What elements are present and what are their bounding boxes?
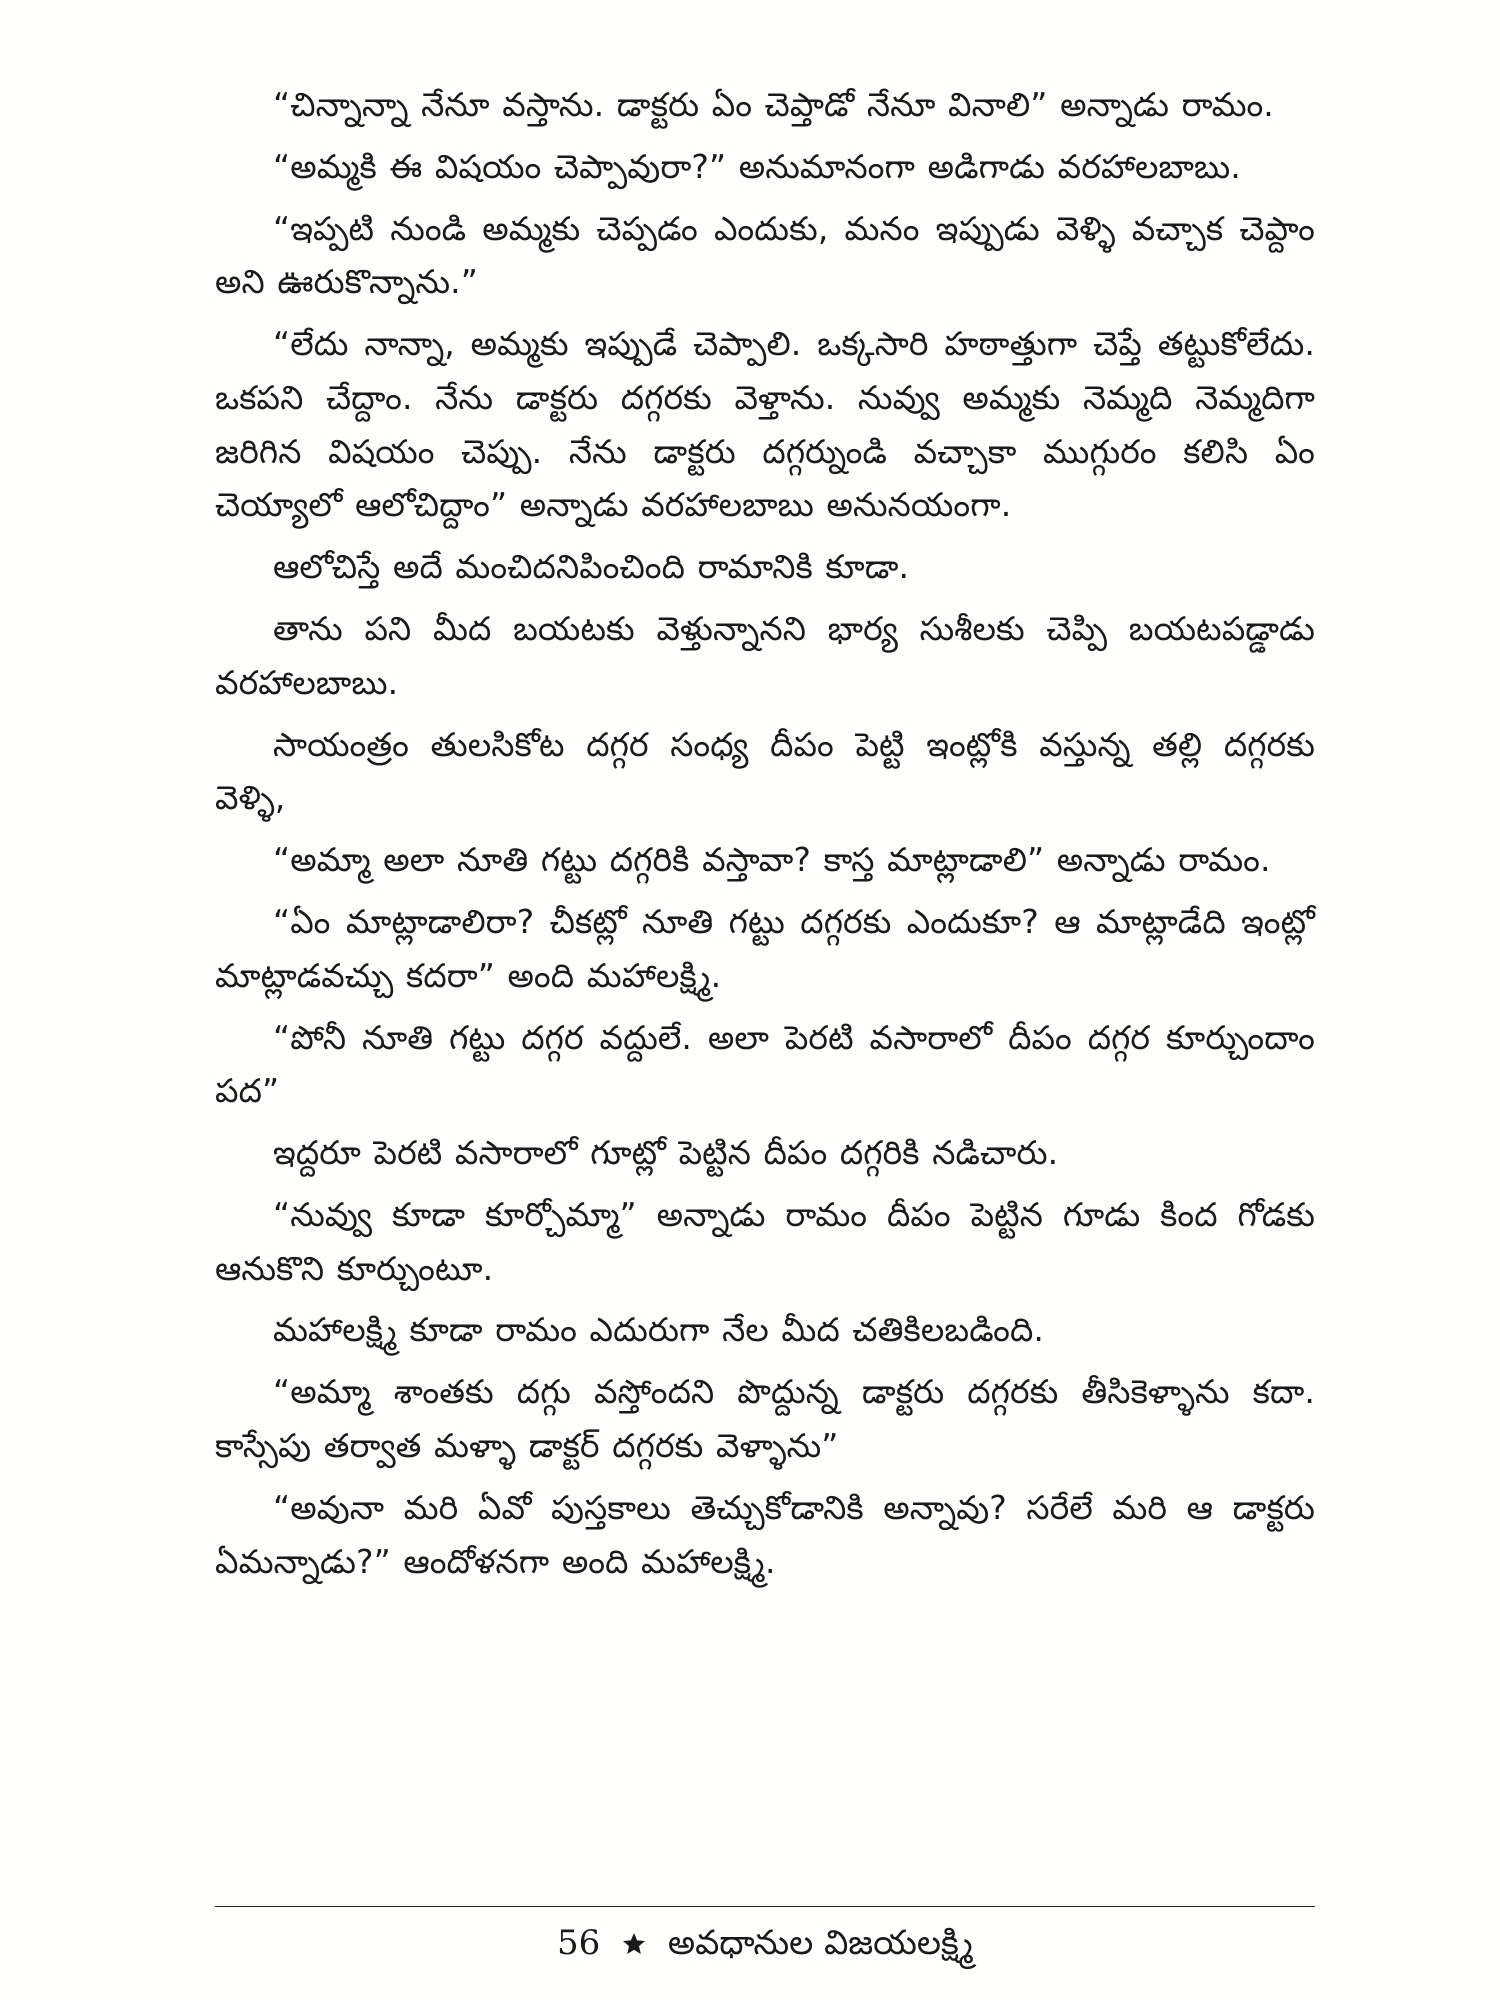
paragraph: “ఇప్పటి నుండి అమ్మకు చెప్పడం ఎందుకు, మనం ఇప్పుడు వెళ్ళి వచ్చాక చెప్దాం అని ఊరుకొన్నాను.” <box>215 208 1315 302</box>
page-number: 56 <box>556 1923 601 1963</box>
footer-title: అవధానుల విజయలక్ష్మి <box>667 1923 973 1963</box>
paragraph: ఇద్దరూ పెరటి వసారాలో గూట్లో పెట్టిన దీపం దగ్గరికి నడిచారు. <box>273 1133 1059 1173</box>
paragraph: తాను పని మీద బయటకు వెళ్తున్నానని భార్య సుశీలకు చెప్పి బయటపడ్డాడు వరహాలబాబు. <box>215 609 1315 702</box>
page-footer <box>215 1918 1315 1969</box>
paragraph: సాయంత్రం తులసికోట దగ్గర సంధ్య దీపం పెట్టి ఇంట్లోకి వస్తున్న తల్లి దగ్గరకు వెళ్ళి, <box>215 724 1315 818</box>
paragraph: “అవునా మరి ఏవో పుస్తకాలు తెచ్చుకోడానికి అన్నావు? సరేలే మరి ఆ డాక్టరు ఏమన్నాడు?” ఆందోళనగా అంది మహాలక్ష్మి. <box>215 1487 1315 1581</box>
paragraph: ఆలోచిస్తే అదే మంచిదనిపించింది రామానికి కూడా. <box>273 547 910 587</box>
paragraph: “అమ్మకి ఈ విషయం చెప్పావురా?” అనుమానంగా అడిగాడు వరహాలబాబు. <box>273 146 1241 186</box>
star-icon <box>621 1931 647 1957</box>
paragraph: మహాలక్ష్మి కూడా రామం ఎదురుగా నేల మీద చతికిలబడింది. <box>273 1310 1044 1350</box>
page-body <box>215 78 1315 1596</box>
paragraph: “లేదు నాన్నా, అమ్మకు ఇప్పుడే చెప్పాలి. ఒక్కసారి హఠాత్తుగా చెప్తే తట్టుకోలేదు. ఒకపని చేద్దాం. నేను డాక్టరు దగ్గరకు వెళ్తాను. నువ్వు అమ్మకు నెమ్మది నెమ్మదిగా జరిగిన విషయం చెప్పు. నేను డాక్టరు దగ్గర్నుండి వచ్చాకా ముగ్గురం కలిసి ఏం చెయ్యాలో ఆలోచిద్దాం” అన్నాడు వరహాలబాబు అనునయంగా. <box>215 324 1315 525</box>
paragraph: “నువ్వు కూడా కూర్చోమ్మా” అన్నాడు రామం దీపం పెట్టిన గూడు కింద గోడకు ఆనుకొని కూర్చుంటూ. <box>215 1194 1315 1288</box>
paragraph: “పోనీ నూతి గట్టు దగ్గర వద్దులే. అలా పెరటి వసారాలో దీపం దగ్గర కూర్చుందాం పద” <box>215 1017 1315 1111</box>
paragraph: “అమ్మా అలా నూతి గట్టు దగ్గరికి వస్తావా? కాస్త మాట్లాడాలి” అన్నాడు రామం. <box>273 840 1271 880</box>
paragraph: “చిన్నాన్నా నేనూ వస్తాను. డాక్టరు ఏం చెప్తాడో నేనూ వినాలి” అన్నాడు రామం. <box>273 85 1274 124</box>
footer-divider <box>215 1906 1315 1907</box>
paragraph: “ఏం మాట్లాడాలిరా? చీకట్లో నూతి గట్టు దగ్గరకు ఎందుకూ? ఆ మాట్లాడేది ఇంట్లో మాట్లాడవచ్చు కదరా” అంది మహాలక్ష్మి. <box>215 901 1315 995</box>
paragraph: “అమ్మా శాంతకు దగ్గు వస్తోందని పొద్దున్న డాక్టరు దగ్గరకు తీసికెళ్ళాను కదా. కాస్సేపు తర్వాత మళ్ళా డాక్టర్ దగ్గరకు వెళ్ళాను” <box>215 1372 1315 1465</box>
